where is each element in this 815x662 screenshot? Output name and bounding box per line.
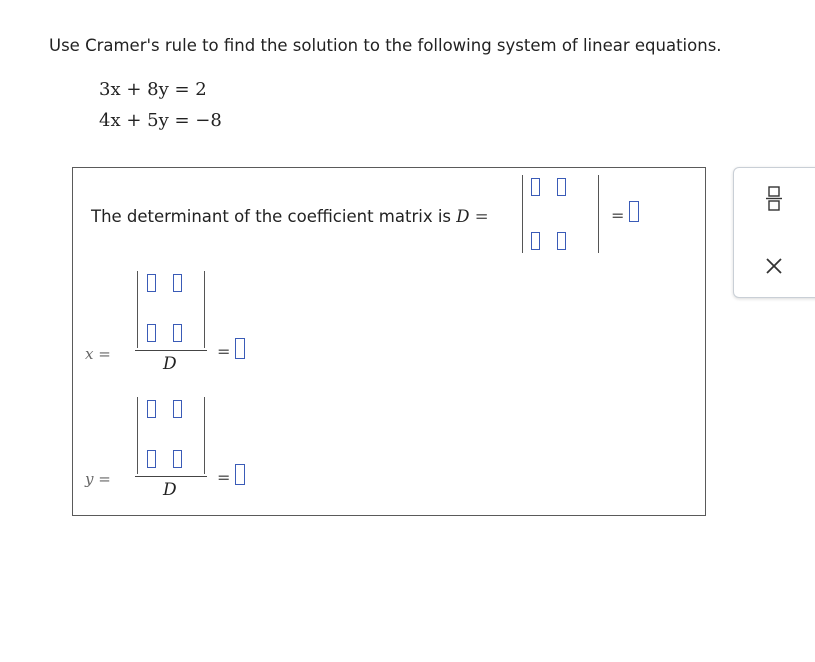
matrix-cell-a22[interactable] xyxy=(557,232,566,250)
y-var-label: y = xyxy=(85,470,111,488)
fraction-template-icon xyxy=(758,182,790,214)
y-matrix-cell-21[interactable] xyxy=(147,450,156,468)
matrix-cell-a11[interactable] xyxy=(531,178,540,196)
y-matrix-cell-11[interactable] xyxy=(147,400,156,418)
equals-sign: = xyxy=(474,207,489,226)
x-matrix-cell-12[interactable] xyxy=(173,274,182,292)
determinant-answer-input[interactable] xyxy=(629,201,639,222)
determinant-text: The determinant of the coefficient matrix is xyxy=(91,207,452,226)
matrix-cell-a21[interactable] xyxy=(531,232,540,250)
y-fraction-line xyxy=(135,476,207,477)
equation-2: 4x + 5y = −8 xyxy=(99,110,222,131)
equation-1: 3x + 8y = 2 xyxy=(99,79,207,100)
fraction-template-button[interactable] xyxy=(758,182,790,214)
question-prompt: Use Cramer's rule to find the solution to the following system of linear equations. xyxy=(49,36,722,55)
y-answer-input[interactable] xyxy=(235,464,245,485)
y-denominator: D xyxy=(163,480,177,500)
y-matrix-cell-12[interactable] xyxy=(173,400,182,418)
x-numerator-matrix xyxy=(137,271,205,348)
y-matrix-cell-22[interactable] xyxy=(173,450,182,468)
x-matrix-cell-22[interactable] xyxy=(173,324,182,342)
y-numerator-matrix xyxy=(137,397,205,474)
x-fraction-line xyxy=(135,350,207,351)
x-matrix-cell-21[interactable] xyxy=(147,324,156,342)
coefficient-matrix xyxy=(522,175,599,253)
close-icon xyxy=(758,250,790,282)
matrix-cell-a12[interactable] xyxy=(557,178,566,196)
x-denominator: D xyxy=(163,354,177,374)
determinant-var: D xyxy=(456,207,470,226)
clear-button[interactable] xyxy=(758,250,790,282)
x-var-label: x = xyxy=(85,345,111,363)
answer-panel xyxy=(72,167,706,516)
math-tools-palette xyxy=(733,167,815,298)
x-equals: = xyxy=(217,342,231,361)
determinant-label xyxy=(91,207,489,226)
x-matrix-cell-11[interactable] xyxy=(147,274,156,292)
determinant-equals: = xyxy=(611,206,625,225)
x-answer-input[interactable] xyxy=(235,338,245,359)
y-equals: = xyxy=(217,468,231,487)
